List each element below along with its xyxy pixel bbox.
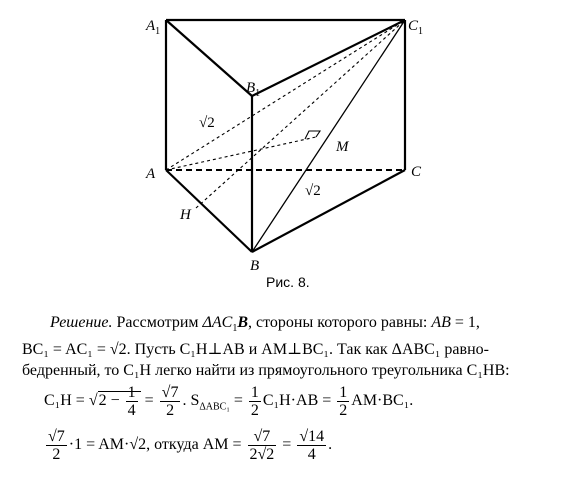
edge-length-label-2: √2 (305, 183, 321, 199)
label-m: M (336, 139, 349, 155)
edge-bc (252, 170, 405, 252)
right-angle-marker (305, 131, 320, 139)
sqrt-expression: 2 − $\frac{1}{4}$ (98, 391, 141, 409)
solution-lead: Решение. (50, 314, 113, 331)
segment-c1h (196, 20, 405, 208)
edge-b1c1 (252, 20, 405, 96)
edge-ac1-hidden (166, 20, 405, 170)
label-a: A (146, 166, 156, 182)
edge-length-label-1: √2 (199, 115, 215, 131)
edge-bc1 (252, 20, 405, 252)
label-c: C (411, 164, 422, 180)
figure-caption: Рис. 8. (266, 274, 310, 290)
label-h: H (180, 207, 191, 223)
label-b: B (250, 258, 260, 274)
equation-line-1: C₁H = √2 − $\frac{1}{4}$ = $\frac{√7}{2}$ . $S_{\Delta ABC_1}$ = $\frac{1}{2}$ C₁H·AB = $\frac{1}{2}$ AM·BC₁. (44, 384, 414, 419)
equation-line-2: $\frac{√7}{2}$ ·1 = AM·√2, откуда AM = $\frac{√7}{2√2}$ = $\frac{√14}{4}$ . (48, 428, 333, 463)
label-b1: $B_1$ (246, 80, 261, 99)
edge-ab (166, 170, 252, 252)
edge-a1b1 (166, 20, 252, 96)
solid-edges (166, 20, 405, 252)
solution-line-2: BC₁ = AC₁ = √2. Пусть C₁H⊥AB и AM⊥BC₁. Так как ΔABC₁ равно- (22, 341, 489, 359)
dashed-edges (166, 20, 405, 208)
solution-line-3: бедренный, то C₁H легко найти из прямоугольного треугольника C₁HB: (22, 362, 510, 380)
segment-am (166, 137, 316, 170)
solution-line-1: Решение. Рассмотрим $\Delta AC_1B$, стороны которого равны: AB = 1, (50, 314, 480, 335)
solution-text (22, 312, 562, 381)
label-a1: $A_1$ (146, 18, 161, 37)
label-c1: $C_1$ (408, 18, 424, 37)
